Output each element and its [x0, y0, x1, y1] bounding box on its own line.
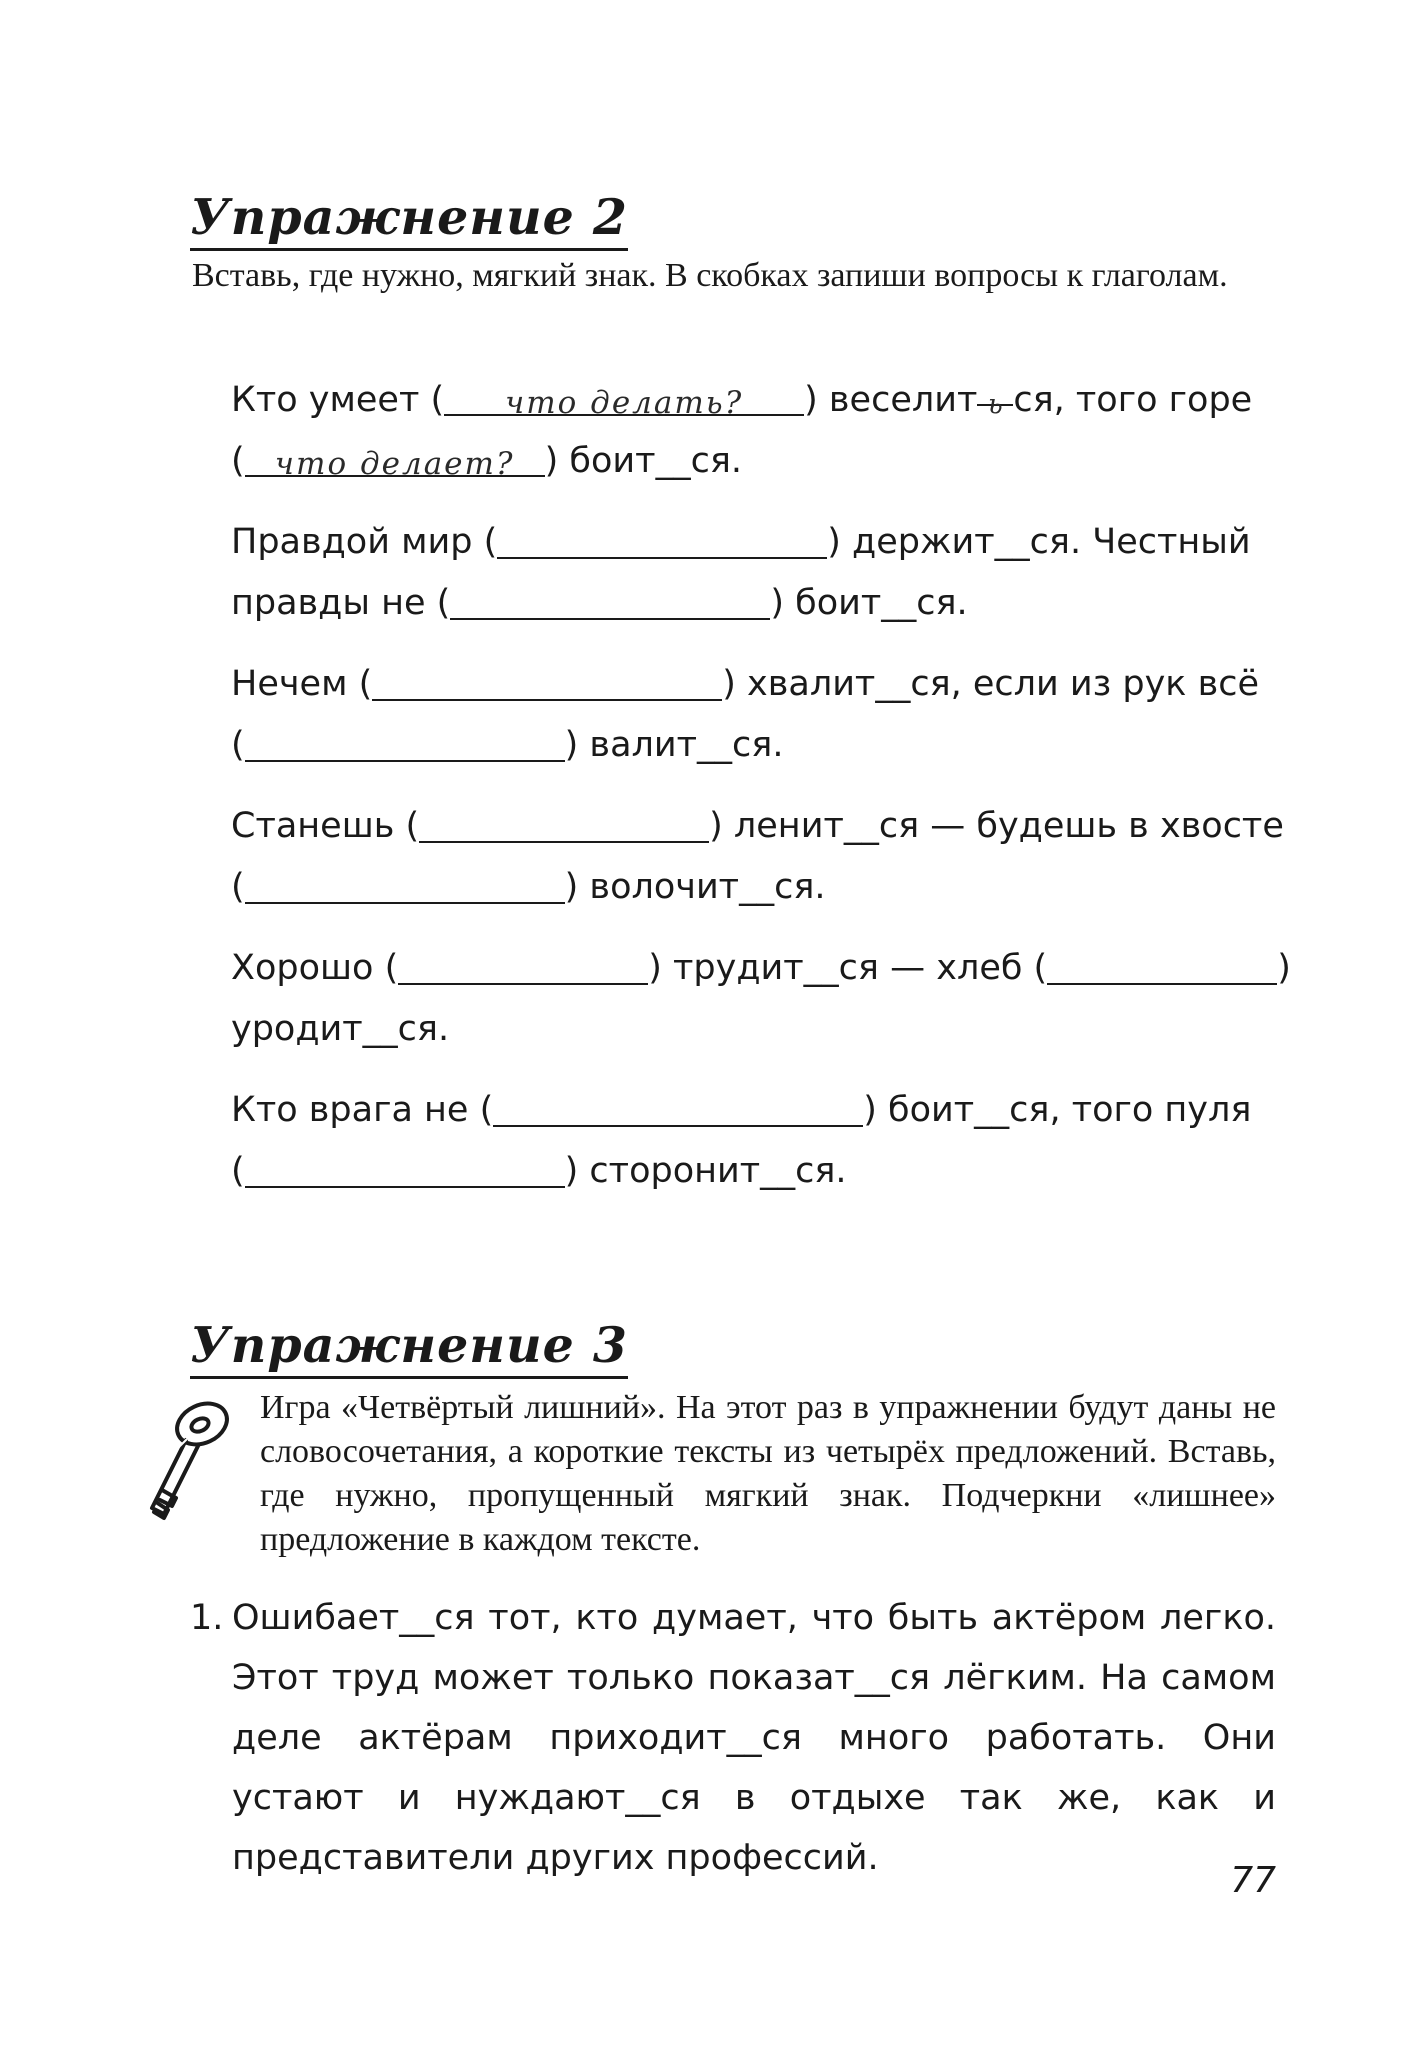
proverb-text: ) сторонит__ся. [564, 1151, 847, 1191]
handwritten-answer: что делает? [274, 446, 515, 482]
proverb-5 [231, 938, 1291, 1060]
proverb-text: Нечем ( [231, 664, 373, 704]
proverb-text: ) держит__ся. Честный [827, 522, 1251, 562]
answer-blank[interactable] [245, 864, 565, 904]
exercise-2-heading: Упражнение 2 [190, 188, 628, 251]
proverb-3 [231, 654, 1276, 776]
proverb-4 [231, 796, 1284, 918]
key-icon [138, 1398, 238, 1530]
task-text: Ошибает__ся тот, кто думает, что быть актёром легко. Этот труд может только показат__ся лёгким. На самом деле актёрам приходит__ся много работать. Они устают и нуждают__ся в отдыхе так же, как и представители других профессий. [232, 1598, 1276, 1878]
proverb-text: Станешь ( [231, 806, 420, 846]
answer-blank[interactable] [493, 1087, 863, 1127]
proverb-6 [231, 1080, 1276, 1202]
answer-blank[interactable] [245, 1148, 565, 1188]
exercise-3-heading: Упражнение 3 [190, 1316, 628, 1379]
proverb-text: правды не ( [231, 583, 451, 623]
proverb-text: ) боит__ся. [770, 583, 968, 623]
answer-blank[interactable] [245, 722, 565, 762]
answer-blank[interactable] [1047, 945, 1277, 985]
proverb-text: ( [231, 441, 245, 481]
proverb-text: ся, того горе [1013, 380, 1253, 420]
proverb-text: ( [231, 725, 245, 765]
answer-blank[interactable] [245, 437, 545, 482]
answer-blank[interactable] [398, 945, 648, 985]
answer-blank[interactable] [372, 661, 722, 701]
proverb-text: ) ленит__ся — будешь в хвосте [709, 806, 1284, 846]
handwritten-answer: что делать? [504, 385, 744, 421]
proverb-text: Кто врага не ( [231, 1090, 494, 1130]
proverb-text: ) хвалит__ся, если из рук всё [722, 664, 1259, 704]
answer-blank[interactable] [444, 376, 804, 421]
proverb-text: Правдой мир ( [231, 522, 498, 562]
proverb-text: ( [231, 867, 245, 907]
handwritten-answer: ь [988, 389, 1003, 420]
proverb-text: ) [1277, 948, 1291, 988]
answer-blank[interactable] [497, 519, 827, 559]
proverb-text: ) веселит [804, 380, 978, 420]
soft-sign-gap[interactable] [977, 374, 1013, 420]
proverb-text: ) трудит__ся — хлеб ( [648, 948, 1048, 988]
proverb-text: ) боит__ся. [544, 441, 742, 481]
exercise-3-instruction: Игра «Четвёртый лишний». На этот раз в упражнении будут даны не словосочетания, а короткие тексты из четырёх предложений. Вставь, где нужно, пропущенный мягкий знак. Подчеркни «лишнее» предложение в каждом тексте. [260, 1389, 1276, 1558]
page-number: 77 [1230, 1860, 1276, 1901]
proverb-text: ) валит__ся. [564, 725, 784, 765]
task-1 [190, 1588, 1276, 1888]
proverb-1 [231, 370, 1276, 492]
answer-blank[interactable] [450, 580, 770, 620]
task-number: 1. [190, 1598, 224, 1638]
proverb-text: ( [231, 1151, 245, 1191]
exercise-2-instruction: Вставь, где нужно, мягкий знак. В скобках запиши вопросы к глаголам. [192, 257, 1228, 294]
proverb-text: уродит__ся. [231, 1009, 450, 1049]
proverb-text: ) боит__ся, того пуля [863, 1090, 1252, 1130]
answer-blank[interactable] [419, 803, 709, 843]
proverb-2 [231, 512, 1276, 634]
proverb-text: Кто умеет ( [231, 380, 445, 420]
proverb-text: Хорошо ( [231, 948, 399, 988]
proverb-text: ) волочит__ся. [564, 867, 826, 907]
